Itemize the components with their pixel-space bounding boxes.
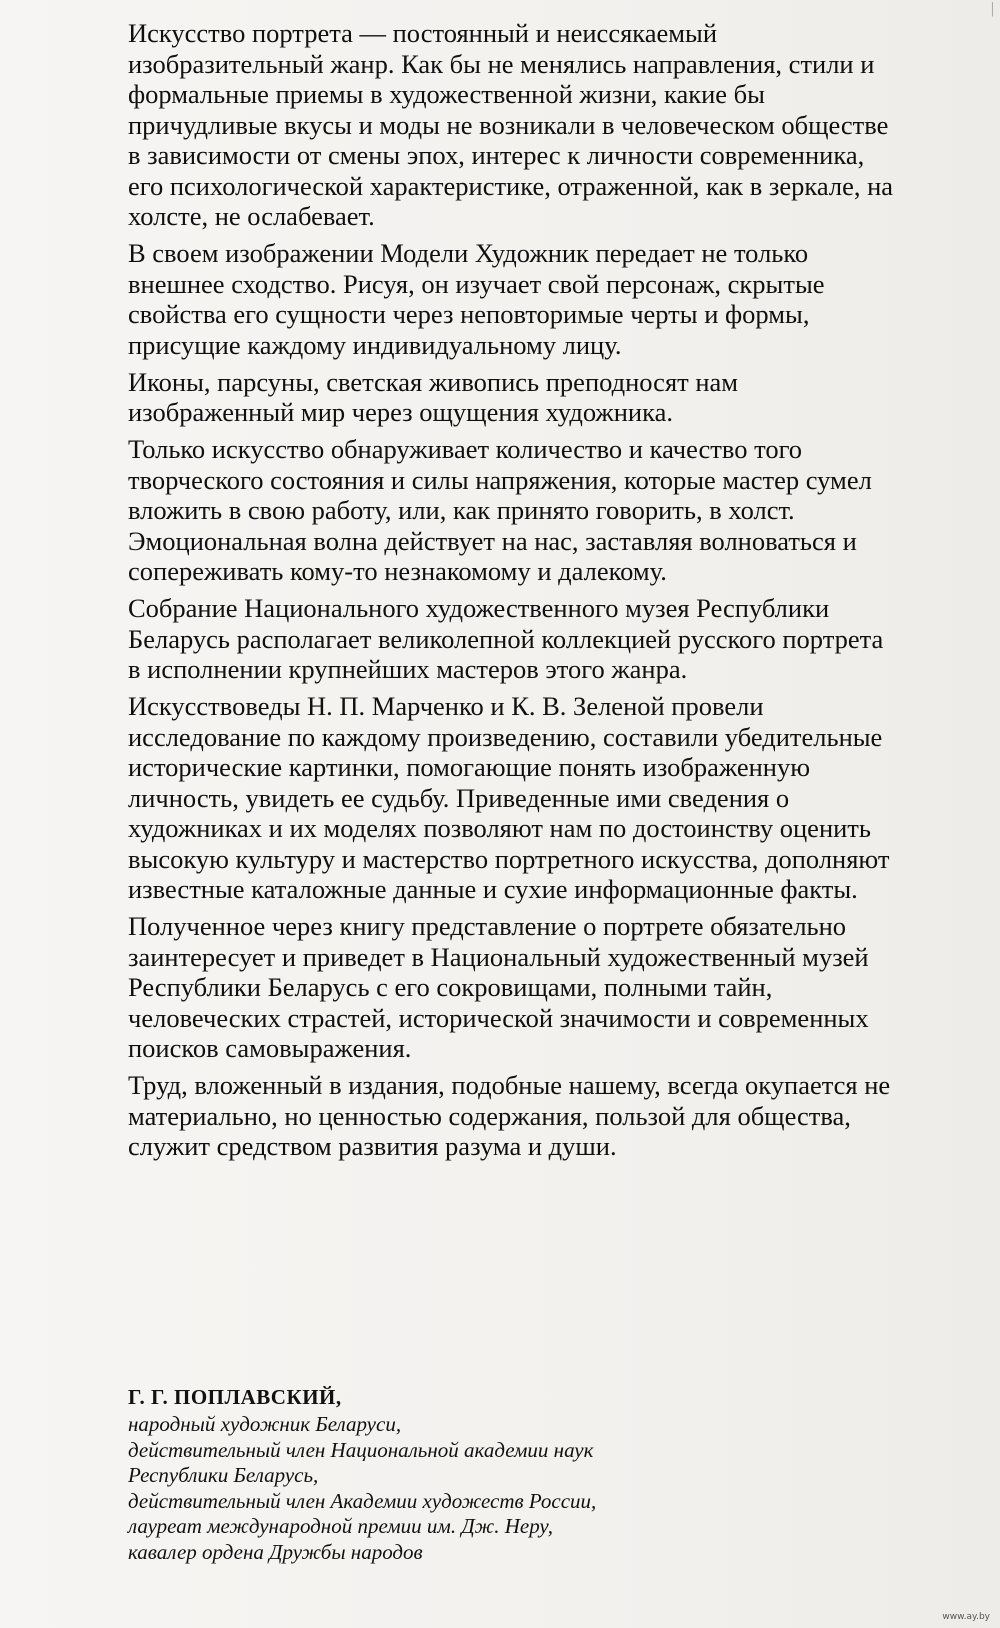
site-watermark: www.ay.by: [942, 1612, 990, 1622]
paragraph: Искусство портрета — постоянный и неиссякаемый изобразительный жанр. Как бы не менялись направления, стили и формальные приемы в художественной жизни, какие бы причудливые вкусы и моды не возникали в человеческом обществе в зависимости от смены эпох, интерес к личности современника, его психологической характеристике, отраженной, как в зеркале, на холсте, не ослабевает.: [128, 18, 894, 231]
paragraph: Полученное через книгу представление о портрете обязательно заинтересует и приведет в Национальный художественный музей Республики Беларусь с его сокровищами, полными тайн, человеческих страстей, исторической значимости и современных поисков самовыражения.: [128, 911, 869, 1063]
paragraph: Только искусство обнаруживает количество и качество того творческого состояния и силы напряжения, которые мастер сумел вложить в свою работу, или, как принято говорить, в холст. Эмоциональная волна действует на нас, заставляя волноваться и сопереживать кому-то незнакомому и далекому.: [128, 434, 872, 586]
paragraph: Иконы, парсуны, светская живопись преподносят нам изображенный мир через ощущения художника.: [128, 366, 739, 427]
author-title: Республики Беларусь,: [128, 1463, 319, 1487]
paragraph: Искусствоведы Н. П. Марченко и К. В. Зеленой провели исследование по каждому произведению, составили убедительные исторические картинки, помогающие понять изображенную личность, увидеть ее судьбу. Приведенные ими сведения о художниках и их моделях позволяют нам по достоинству оценить высокую культуру и мастерство портретного искусства, дополняют известные каталожные данные и сухие информационные факты.: [128, 691, 890, 904]
foreword-text: [128, 18, 898, 1168]
paragraph: Собрание Национального художественного музея Республики Беларусь располагает великолепной коллекцией русского портрета в исполнении крупнейших мастеров этого жанра.: [128, 593, 884, 684]
paragraph: В своем изображении Модели Художник передает не только внешнее сходство. Рисуя, он изучает свой персонаж, скрытые свойства его сущности через неповторимые черты и формы, присущие каждому индивидуальному лицу.: [128, 238, 825, 360]
author-title: действительный член Национальной академии наук: [128, 1437, 594, 1462]
author-signature-block: [128, 1384, 888, 1565]
author-name: Г. Г. ПОПЛАВСКИЙ,: [128, 1385, 342, 1409]
author-title: народный художник Беларуси,: [128, 1412, 402, 1436]
author-title: кавалер ордена Дружбы народов: [128, 1539, 423, 1564]
paragraph: Труд, вложенный в издания, подобные нашему, всегда окупается не материально, но ценностью содержания, пользой для общества, служит средством развития разума и души.: [128, 1070, 891, 1161]
page-edge-mark: |: [990, 0, 994, 17]
author-title: действительный член Академии художеств России,: [128, 1488, 597, 1513]
author-title: лауреат международной премии им. Дж. Неру,: [128, 1514, 553, 1538]
